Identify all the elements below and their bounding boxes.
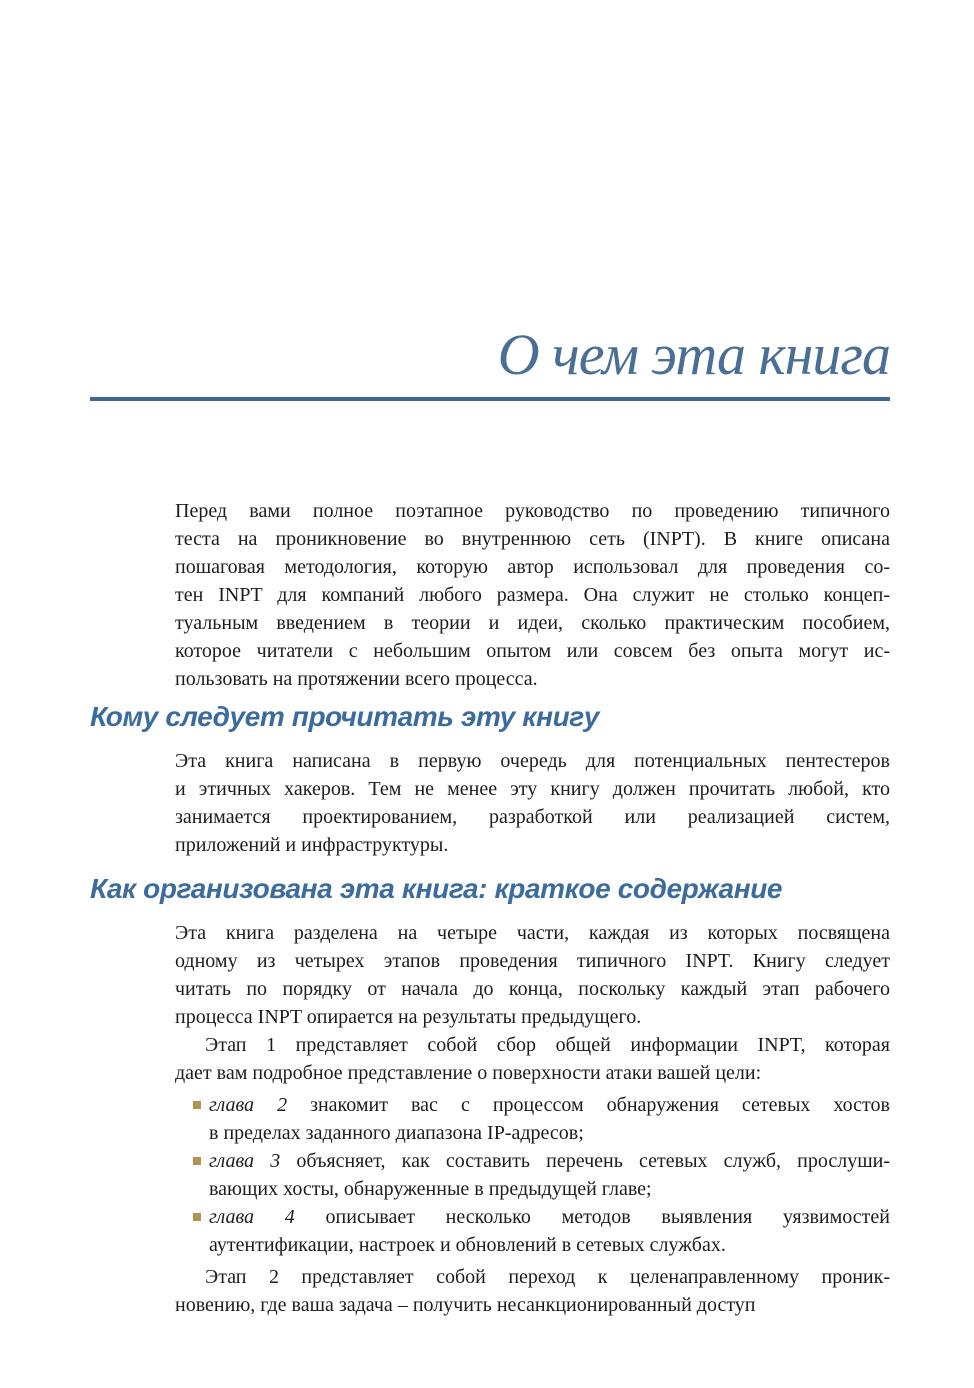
intro-paragraph: Перед вами полное поэтапное руководство по проведению типичного теста на проникновение во внутреннюю сеть (INPT). В книге описана пошаговая методология, которую автор использовал для проведения со- тен INPT для компаний любого размера. Она служит не столько концеп- туальным введением в теории и идеи, сколько практическим пособием, которое читатели с небольшим опытом или совсем без опыта могут ис- пользовать на протяжении всего процесса. <box>175 499 890 690</box>
square-bullet-icon <box>193 1157 201 1165</box>
square-bullet-icon <box>193 1213 201 1221</box>
organization-paragraph-1: Эта книга разделена на четыре части, каждая из которых посвящена одному из четырех этапов проведения типичного INPT. Книгу следует читать по порядку от начала до конца, поскольку каждый этап рабочего процесса INPT опирается на результаты предыдущего. <box>175 921 890 1028</box>
bullet-text-chapter-4: глава 4 описывает несколько методов выявления уязвимостей аутентификации, настроек и обновлений в сетевых службах. <box>209 1205 890 1256</box>
organization-paragraph-stage2: Этап 2 представляет собой переход к целенаправленному проник- новению, где ваша задача – получить несанкционированный доступ <box>175 1265 890 1316</box>
section-heading-who-should-read: Кому следует прочитать эту книгу <box>90 700 600 732</box>
square-bullet-icon <box>193 1101 201 1109</box>
page-content <box>0 322 974 1319</box>
section-heading-organization: Как организована эта книга: краткое содержание <box>90 872 783 904</box>
who-should-read-paragraph: Эта книга написана в первую очередь для потенциальных пентестеров и этичных хакеров. Тем не менее эту книгу должен прочитать любой, кто занимается проектированием, разработкой или реализацией систем, приложений и инфраструктуры. <box>175 749 890 856</box>
bullet-item-chapter-3 <box>193 1147 890 1203</box>
title-rule <box>90 397 890 401</box>
bullet-item-chapter-4 <box>193 1203 890 1259</box>
bullet-text-chapter-3: глава 3 объясняет, как составить перечень сетевых служб, прослуши- вающих хосты, обнаруженные в предыдущей главе; <box>209 1149 890 1200</box>
bullet-item-chapter-2 <box>193 1091 890 1147</box>
bullet-text-chapter-2: глава 2 знакомит вас с процессом обнаружения сетевых хостов в пределах заданного диапазона IP-адресов; <box>209 1093 890 1144</box>
chapter-bullet-list <box>193 1091 890 1259</box>
chapter-title: О чем эта книга <box>497 322 890 387</box>
organization-paragraph-stage1: Этап 1 представляет собой сбор общей информации INPT, которая дает вам подробное представление о поверхности атаки вашей цели: <box>175 1033 890 1084</box>
